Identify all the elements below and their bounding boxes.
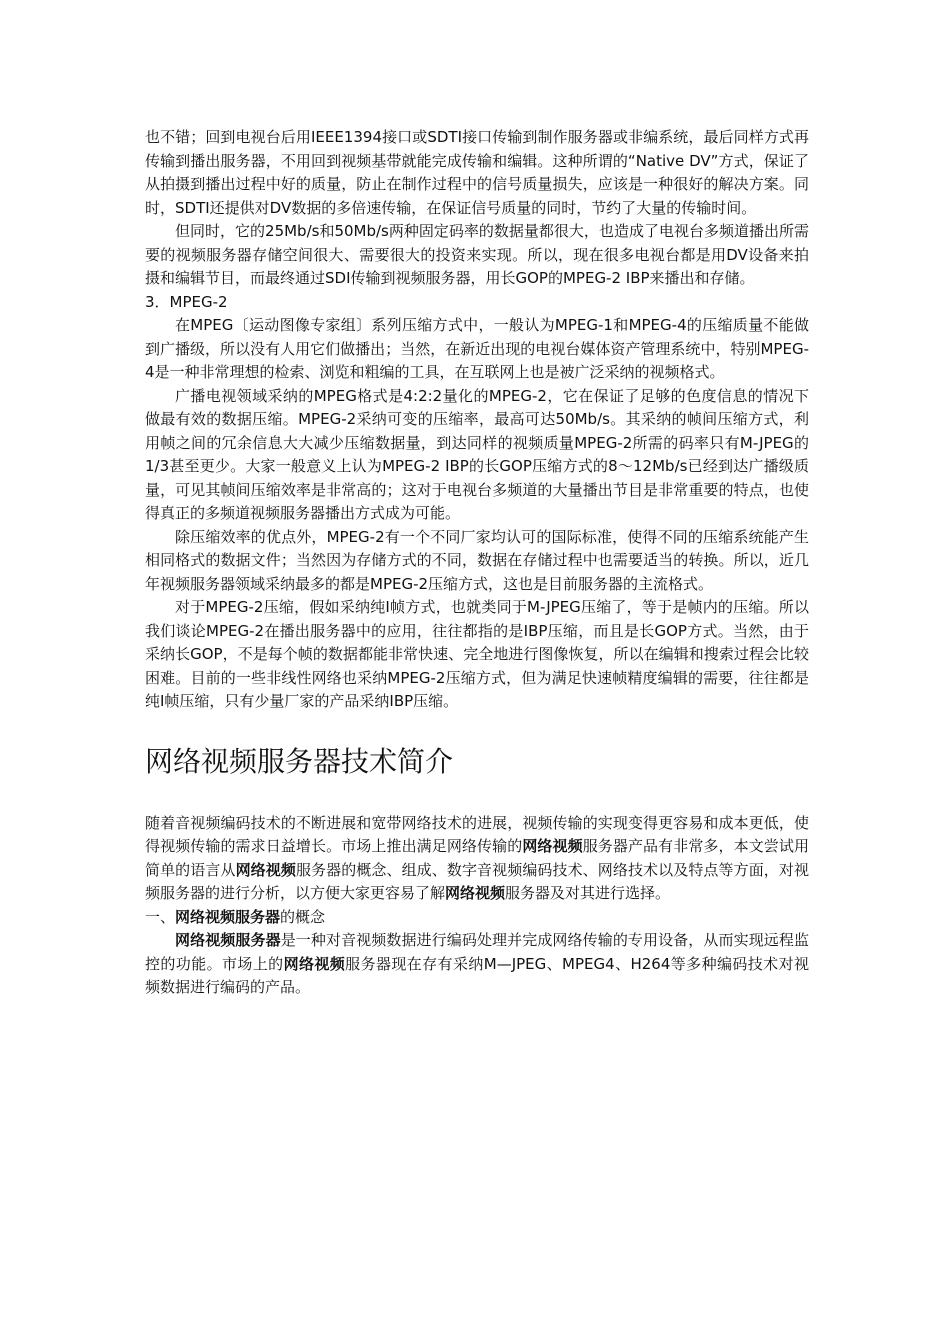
section-heading-concept: 一、网络视频服务器的概念 (145, 907, 326, 926)
section-heading-mpeg2: 3．MPEG-2 (145, 292, 228, 311)
paragraph-mpeg2-standard: 除压缩效率的优点外，MPEG-2有一个不同厂家均认可的国际标准，使得不同的压缩系统能产生相同格式的数据文件；当然因为存储方式的不同，数据在存储过程中也需要适当的转换。所以，近几年视频服务器领域采纳最多的都是MPEG-2压缩方式，这也是目前服务器的主流格式。 (145, 527, 809, 593)
keyword-highlight: 网络视频服务器 (175, 907, 281, 926)
keyword-highlight: 网络视频服务器 (175, 931, 281, 949)
keyword-highlight: 网络视频 (445, 884, 506, 902)
paragraph-mpeg-series: 在MPEG〔运动图像专家组〕系列压缩方式中，一般认为MPEG-1和MPEG-4的压缩质量不能做到广播级，所以没有人用它们做播出；当然，在新近出现的电视台媒体资产管理系统中，特别MPEG-4是一种非常理想的检索、浏览和粗编的工具，在互联网上也是被广泛采纳的视频格式。 (145, 316, 809, 381)
keyword-highlight: 网络视频 (522, 837, 583, 855)
paragraph-mpeg2-ibp: 对于MPEG-2压缩，假如采纳纯I帧方式，也就类同于M-JPEG压缩了，等于是帧内的压缩。所以我们谈论MPEG-2在播出服务器中的应用，往往都指的是IBP压缩，而且是长GOP方式。当然，由于采纳长GOP，不是每个帧的数据都能非常快速、完全地进行图像恢复，所以在编辑和搜索过程会比较困难。目前的一些非线性网络也采纳MPEG-2压缩方式，但为满足快速帧精度编辑的需要，往往都是纯I帧压缩，只有少量厂家的产品采纳IBP压缩。 (145, 598, 809, 710)
paragraph-native-dv: 也不错；回到电视台后用IEEE1394接口或SDTI接口传输到制作服务器或非编系统，最后同样方式再传输到播出服务器，不用回到视频基带就能完成传输和编辑。这种所谓的“Native DV”方式，保证了从拍摄到播出过程中好的质量，防止在制作过程中的信号质量损失，应该是一种很好的解决方案。同时，SDTI还提供对DV数据的多倍速传输，在保证信号质量的同时，节约了大量的传输时间。 (145, 128, 809, 217)
paragraph-mpeg2-broadcast: 广播电视领域采纳的MPEG格式是4:2:2量化的MPEG-2，它在保证了足够的色度信息的情况下做最有效的数据压缩。MPEG-2采纳可变的压缩率，最高可达50Mb/s。其采纳的帧间压缩方式，利用帧之间的冗余信息大大减少压缩数据量，到达同样的视频质量MPEG-2所需的码率只有M-JPEG的1/3甚至更少。大家一般意义上认为MPEG-2 IBP的长GOP压缩方式的8～12Mb/s已经到达广播级质量，可见其帧间压缩效率是非常高的；这对于电视台多频道的大量播出节目是非常重要的特点，也使得真正的多频道视频服务器播出方式成为可能。 (145, 386, 809, 522)
keyword-highlight: 网络视频 (235, 860, 296, 879)
paragraph-intro: 随着音视频编码技术的不断进展和宽带网络技术的进展，视频传输的实现变得更容易和成本更低，使得视频传输的需求日益增长。市场上推出满足网络传输的网络视频服务器产品有非常多，本文尝试用简单的语言从网络视频服务器的概念、组成、数字音视频编码技术、网络技术以及特点等方面，对视频服务器的进行分析，以方便大家更容易了解网络视频服务器及对其进行选择。 (145, 813, 809, 902)
paragraph-concept: 网络视频服务器是一种对音视频数据进行编码处理并完成网络传输的专用设备，从而实现远程监控的功能。市场上的网络视频服务器现在存有采纳M—JPEG、MPEG4、H264等多种编码技术对视频数据进行编码的产品。 (145, 931, 809, 996)
paragraph-dv-bitrate: 但同时，它的25Mb/s和50Mb/s两种固定码率的数据量都很大，也造成了电视台多频道播出所需要的视频服务器存储空间很大、需要很大的投资来实现。所以，现在很多电视台都是用DV设备来拍摄和编辑节目，而最终通过SDI传输到视频服务器，用长GOP的MPEG-2 IBP来播出和存储。 (145, 222, 809, 287)
article-title: 网络视频服务器技术简介 (145, 744, 454, 778)
keyword-highlight: 网络视频 (283, 954, 346, 973)
document-body (145, 126, 809, 1000)
